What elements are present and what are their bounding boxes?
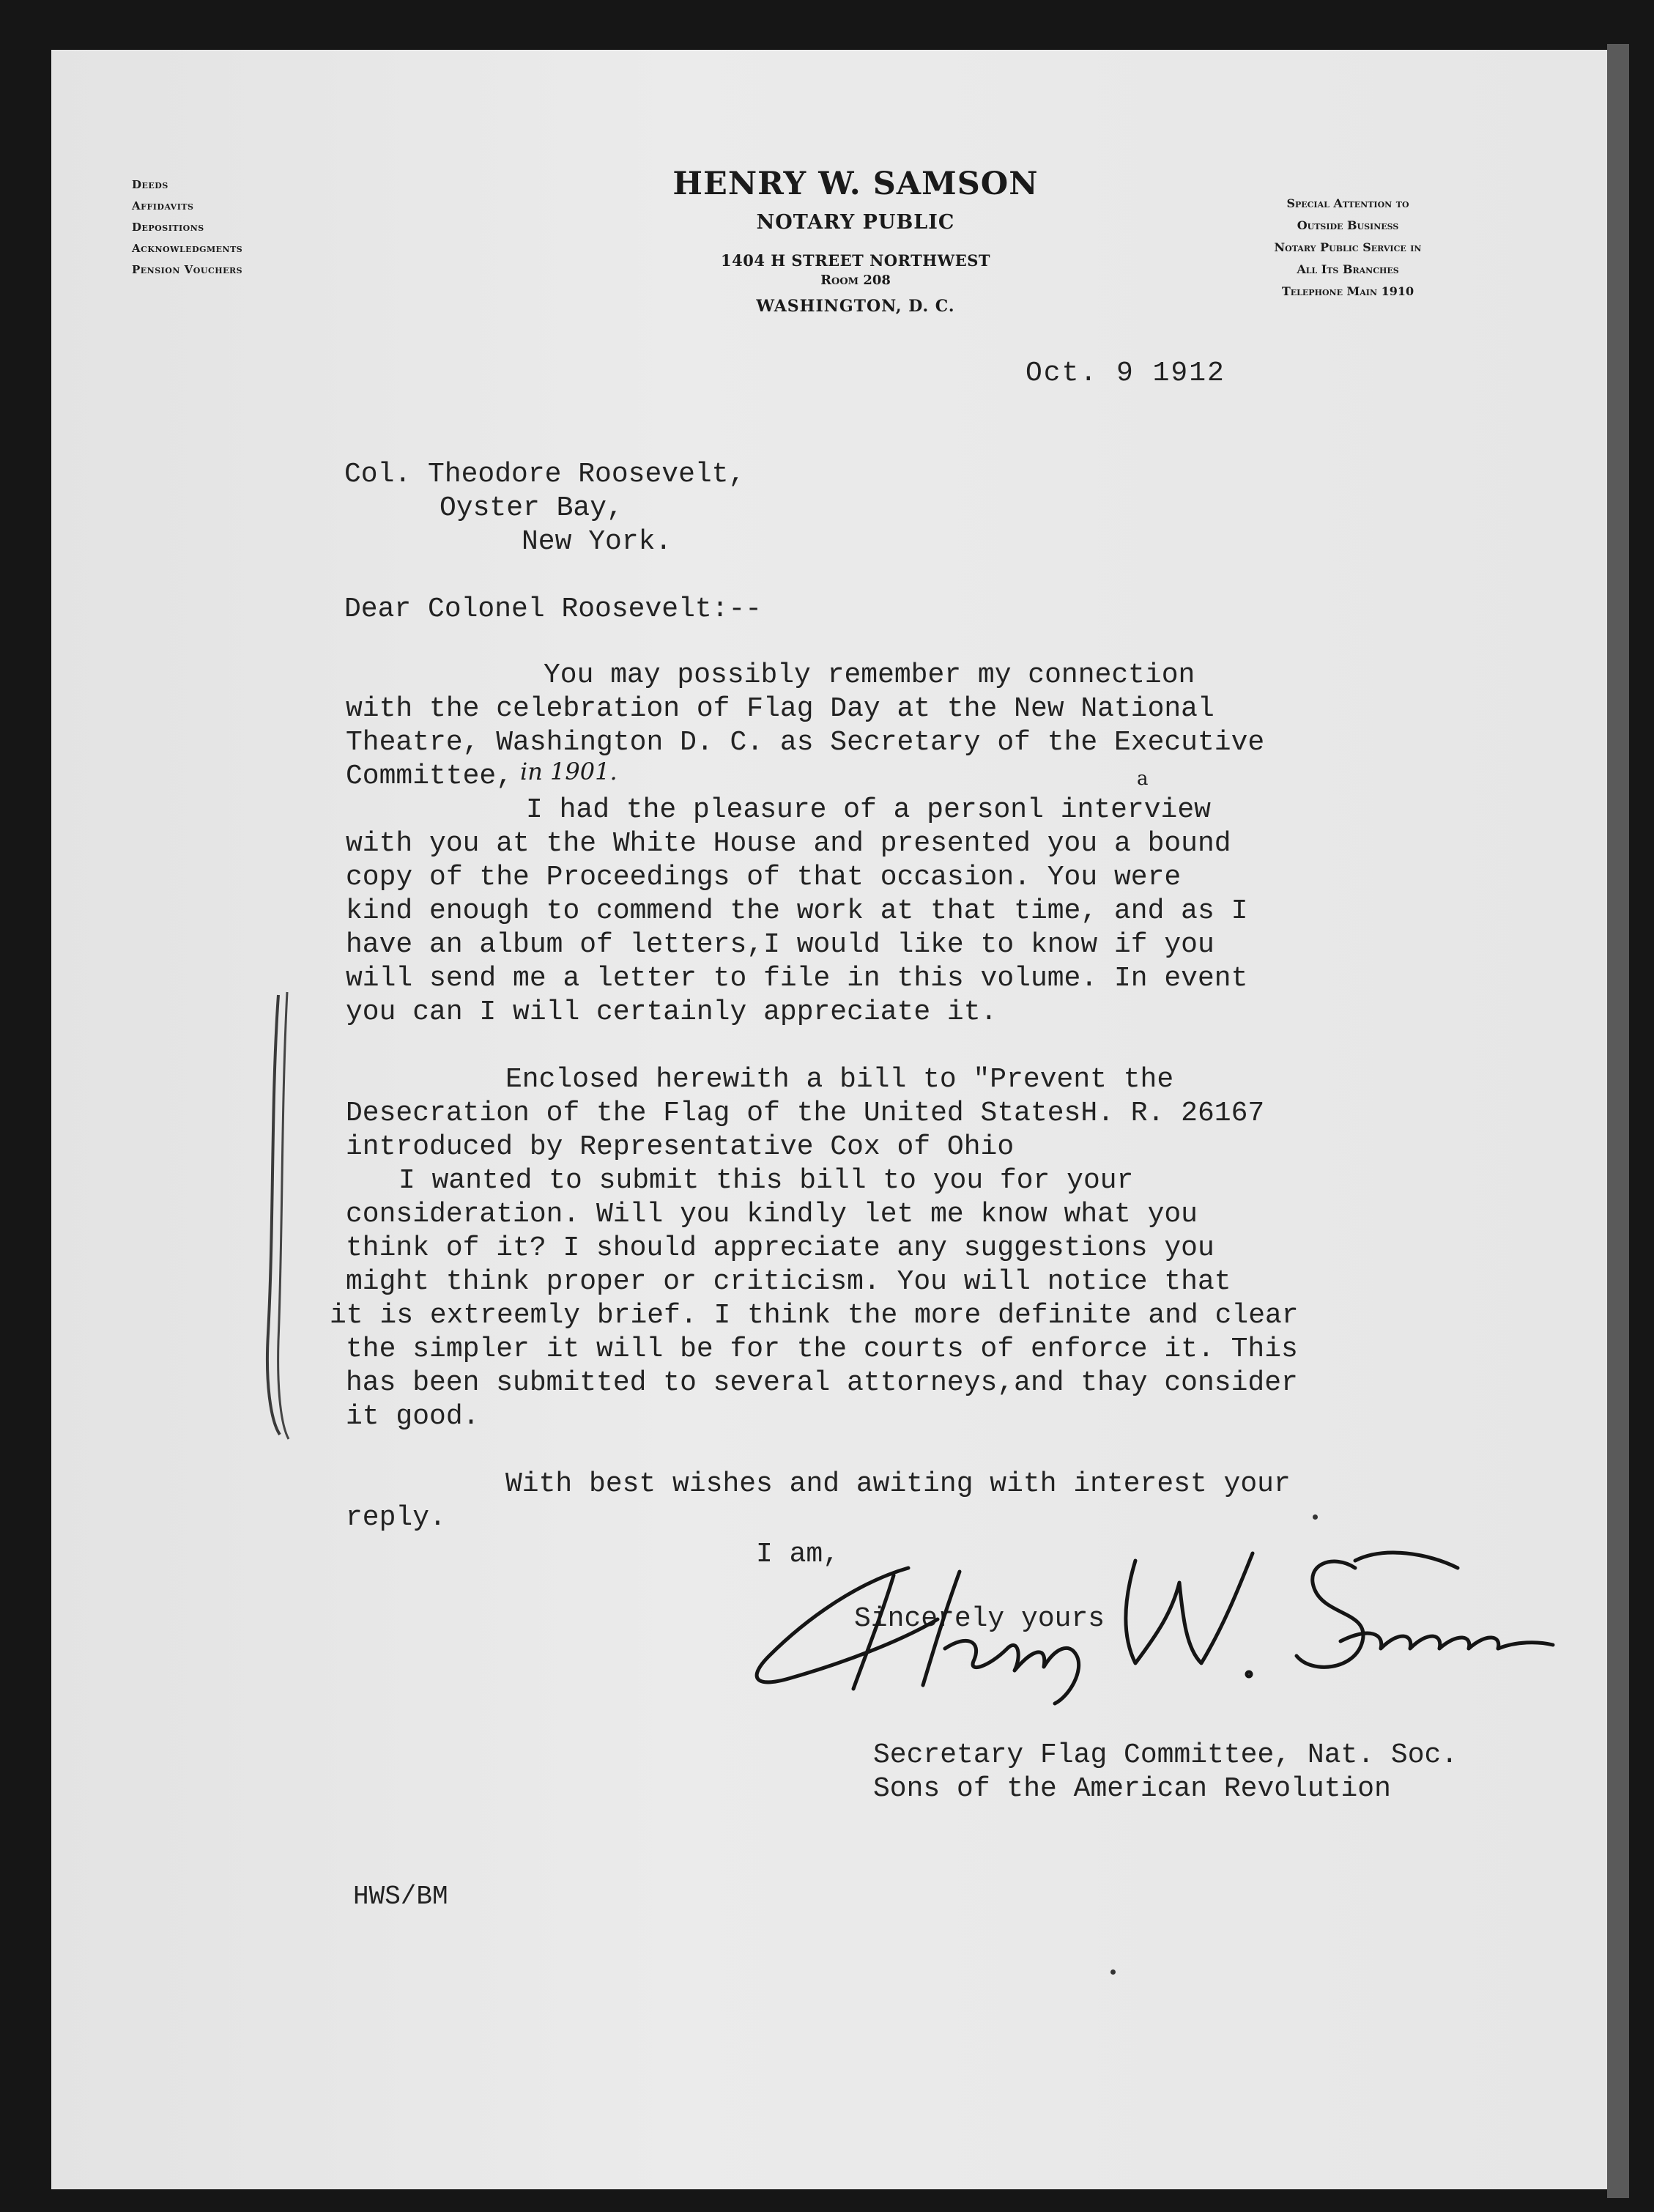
body-line: introduced by Representative Cox of Ohio xyxy=(346,1131,1015,1163)
signature-stroke xyxy=(1297,1561,1363,1667)
body-line: it good. xyxy=(346,1401,480,1432)
typist-initials: HWS/BM xyxy=(353,1882,448,1912)
signature-stroke xyxy=(1126,1553,1253,1663)
signature-stroke xyxy=(923,1572,960,1685)
body-line: will send me a letter to file in this volume. In event xyxy=(346,963,1248,994)
body-line: with the celebration of Flag Day at the New National xyxy=(346,693,1214,725)
letterhead-center xyxy=(555,166,1156,316)
body-line: have an album of letters,I would like to know if you xyxy=(346,929,1214,961)
recipient-line: New York. xyxy=(522,526,672,558)
letterhead-right-line: All Its Branches xyxy=(1297,262,1399,276)
body-line: With best wishes and awiting with interest your xyxy=(505,1468,1291,1500)
letterhead-right xyxy=(1194,193,1502,303)
body-line: I wanted to submit this bill to you for your xyxy=(398,1165,1134,1196)
scan-edge xyxy=(1607,44,1629,2198)
signature-stroke xyxy=(757,1568,938,1682)
body-line: You may possibly remember my connection xyxy=(544,659,1195,691)
signature-stroke xyxy=(945,1640,1079,1704)
letterhead-title: NOTARY PUBLIC xyxy=(756,211,955,234)
body-line: consideration. Will you kindly let me know what you xyxy=(346,1199,1198,1230)
service-item: Deeds xyxy=(132,178,168,191)
handwritten-insert-a: a xyxy=(1137,768,1149,790)
signature-title-line: Sons of the American Revolution xyxy=(873,1773,1391,1805)
service-item: Affidavits xyxy=(132,199,194,212)
bracket-stroke xyxy=(278,992,289,1439)
body-line: Enclosed herewith a bill to "Prevent the xyxy=(505,1064,1174,1095)
signature-stroke xyxy=(853,1575,894,1689)
signature-stroke xyxy=(1340,1633,1553,1649)
body-line: Theatre, Washington D. C. as Secretary of the Executive xyxy=(346,727,1265,758)
body-line: might think proper or criticism. You will notice that xyxy=(346,1266,1231,1298)
closing-i-am: I am, xyxy=(756,1539,840,1570)
letterhead-room: Room 208 xyxy=(820,273,891,288)
body-line: copy of the Proceedings of that occasion. You were xyxy=(346,862,1182,893)
body-line: kind enough to commend the work at that time, and as I xyxy=(346,895,1248,927)
letterhead-right-line: Notary Public Service in xyxy=(1274,240,1422,254)
service-item: Acknowledgments xyxy=(132,242,243,255)
salutation: Dear Colonel Roosevelt:-- xyxy=(344,593,763,625)
letterhead-right-line: Special Attention to xyxy=(1286,196,1409,210)
letterhead-street: 1404 H STREET NORTHWEST xyxy=(720,251,991,270)
letterhead-city: WASHINGTON, D. C. xyxy=(756,297,955,316)
letterhead-services xyxy=(132,174,242,281)
recipient-line: Oyster Bay, xyxy=(440,492,623,524)
letterhead-right-line: Telephone Main 1910 xyxy=(1281,284,1414,298)
signature-title-line: Secretary Flag Committee, Nat. Soc. xyxy=(873,1739,1458,1771)
body-line: with you at the White House and presented you a bound xyxy=(346,828,1231,859)
service-item: Pension Vouchers xyxy=(132,263,243,276)
body-line: Desecration of the Flag of the United StatesH. R. 26167 xyxy=(346,1098,1265,1129)
handwritten-insert-year: in 1901. xyxy=(520,758,618,785)
body-line: think of it? I should appreciate any suggestions you xyxy=(346,1232,1214,1264)
letterhead-right-line: Outside Business xyxy=(1297,218,1399,232)
speck xyxy=(1110,1969,1116,1975)
body-line: the simpler it will be for the courts of enforce it. This xyxy=(346,1334,1298,1365)
body-line: reply. xyxy=(346,1502,446,1534)
service-item: Depositions xyxy=(132,221,204,234)
closing-sincerely: Sincerely yours xyxy=(854,1603,1105,1635)
letterhead-name: HENRY W. SAMSON xyxy=(672,166,1039,202)
speck xyxy=(1313,1514,1318,1520)
body-line: I had the pleasure of a personl interview xyxy=(526,794,1211,826)
signature-stroke xyxy=(1247,1672,1251,1676)
body-line: Committee, xyxy=(346,761,513,792)
body-line: has been submitted to several attorneys,and thay consider xyxy=(346,1367,1298,1399)
margin-bracket-mark xyxy=(249,989,300,1443)
letter-date: Oct. 9 1912 xyxy=(1026,358,1225,389)
body-line: it is extreemly brief. I think the more definite and clear xyxy=(330,1300,1299,1331)
handwritten-signature xyxy=(725,1539,1575,1707)
recipient-line: Col. Theodore Roosevelt, xyxy=(344,459,746,490)
body-line: you can I will certainly appreciate it. xyxy=(346,996,998,1028)
signature-stroke xyxy=(1355,1553,1458,1568)
